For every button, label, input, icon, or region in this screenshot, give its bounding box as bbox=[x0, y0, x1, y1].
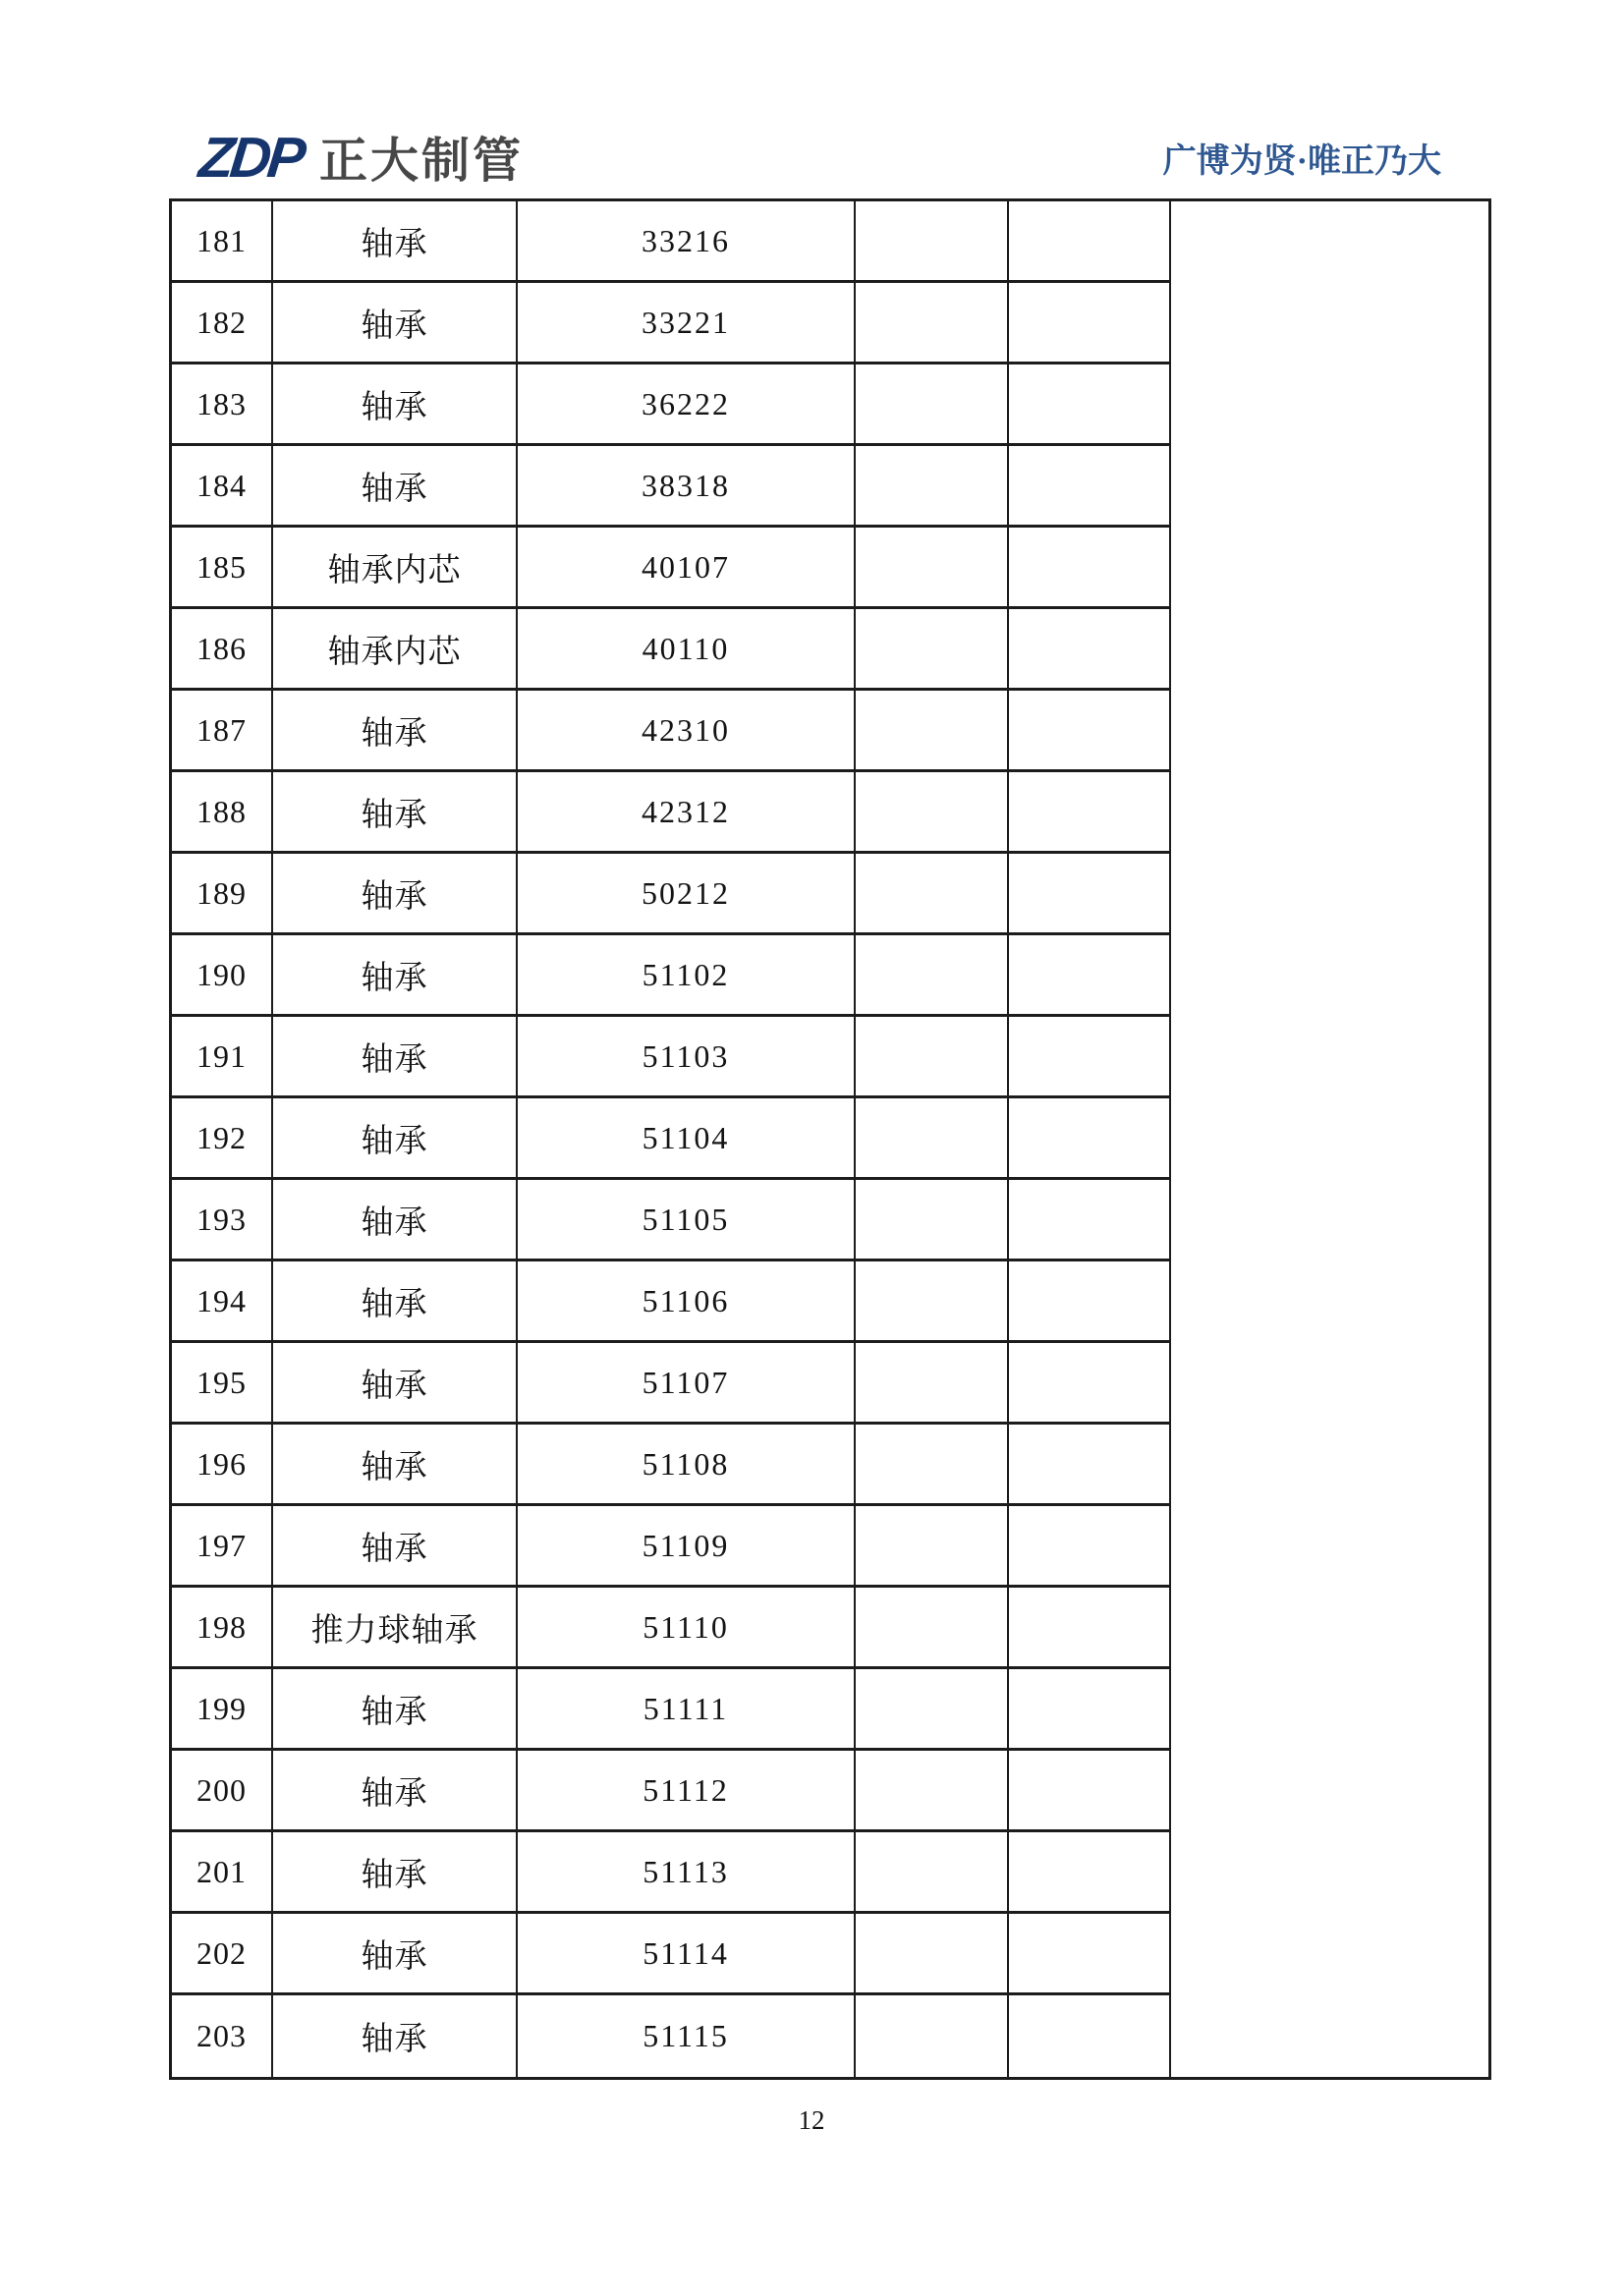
row-number-cell: 201 bbox=[172, 1832, 273, 1914]
row-number-cell: 186 bbox=[172, 609, 273, 691]
part-name-cell: 轴承 bbox=[273, 446, 518, 528]
part-name-cell: 轴承 bbox=[273, 1669, 518, 1751]
part-code-cell: 51103 bbox=[518, 1017, 856, 1098]
empty-cell-1 bbox=[856, 446, 1009, 528]
part-code-cell: 51102 bbox=[518, 935, 856, 1017]
row-number-cell: 193 bbox=[172, 1180, 273, 1261]
empty-cell-1 bbox=[856, 201, 1009, 283]
part-name-cell: 轴承 bbox=[273, 1506, 518, 1588]
part-code-cell: 33221 bbox=[518, 283, 856, 364]
empty-cell-1 bbox=[856, 364, 1009, 446]
row-number-cell: 189 bbox=[172, 854, 273, 935]
part-code-cell: 51106 bbox=[518, 1261, 856, 1343]
company-logo bbox=[196, 126, 525, 190]
logo-zdp-text: ZDP bbox=[196, 126, 306, 190]
empty-cell-2 bbox=[1009, 1832, 1169, 1914]
logo-company-name: 正大制管 bbox=[319, 135, 525, 188]
row-number-cell: 203 bbox=[172, 1995, 273, 2077]
row-number-cell: 192 bbox=[172, 1098, 273, 1180]
empty-cell-2 bbox=[1009, 1261, 1169, 1343]
empty-cell-1 bbox=[856, 1425, 1009, 1506]
header-slogan: 广博为贤·唯正乃大 bbox=[1162, 143, 1441, 180]
part-name-cell: 轴承 bbox=[273, 1343, 518, 1425]
part-code-cell: 36222 bbox=[518, 364, 856, 446]
parts-table-grid bbox=[172, 201, 1169, 2077]
part-name-cell: 轴承 bbox=[273, 1425, 518, 1506]
row-number-cell: 196 bbox=[172, 1425, 273, 1506]
empty-cell-2 bbox=[1009, 691, 1169, 772]
part-name-cell: 轴承 bbox=[273, 1017, 518, 1098]
part-code-cell: 51108 bbox=[518, 1425, 856, 1506]
row-number-cell: 198 bbox=[172, 1588, 273, 1669]
part-name-cell: 轴承 bbox=[273, 364, 518, 446]
empty-cell-1 bbox=[856, 1832, 1009, 1914]
empty-cell-1 bbox=[856, 1914, 1009, 1995]
part-code-cell: 51111 bbox=[518, 1669, 856, 1751]
row-number-cell: 183 bbox=[172, 364, 273, 446]
row-number-cell: 199 bbox=[172, 1669, 273, 1751]
row-number-cell: 190 bbox=[172, 935, 273, 1017]
part-code-cell: 51113 bbox=[518, 1832, 856, 1914]
empty-cell-1 bbox=[856, 609, 1009, 691]
row-number-cell: 197 bbox=[172, 1506, 273, 1588]
row-number-cell: 188 bbox=[172, 772, 273, 854]
empty-cell-1 bbox=[856, 1261, 1009, 1343]
empty-cell-1 bbox=[856, 1995, 1009, 2077]
part-name-cell: 轴承 bbox=[273, 1098, 518, 1180]
empty-cell-2 bbox=[1009, 854, 1169, 935]
row-number-cell: 187 bbox=[172, 691, 273, 772]
part-code-cell: 51107 bbox=[518, 1343, 856, 1425]
empty-cell-1 bbox=[856, 1098, 1009, 1180]
empty-cell-2 bbox=[1009, 1588, 1169, 1669]
row-number-cell: 185 bbox=[172, 528, 273, 609]
empty-cell-2 bbox=[1009, 528, 1169, 609]
part-name-cell: 轴承 bbox=[273, 201, 518, 283]
empty-cell-2 bbox=[1009, 364, 1169, 446]
row-number-cell: 195 bbox=[172, 1343, 273, 1425]
part-code-cell: 42312 bbox=[518, 772, 856, 854]
empty-cell-1 bbox=[856, 691, 1009, 772]
empty-cell-2 bbox=[1009, 772, 1169, 854]
part-name-cell: 轴承 bbox=[273, 854, 518, 935]
row-number-cell: 200 bbox=[172, 1751, 273, 1832]
empty-cell-1 bbox=[856, 1588, 1009, 1669]
part-code-cell: 40110 bbox=[518, 609, 856, 691]
empty-cell-1 bbox=[856, 935, 1009, 1017]
remarks-merged-cell bbox=[1169, 201, 1488, 2077]
empty-cell-1 bbox=[856, 1017, 1009, 1098]
part-code-cell: 51109 bbox=[518, 1506, 856, 1588]
row-number-cell: 181 bbox=[172, 201, 273, 283]
empty-cell-2 bbox=[1009, 283, 1169, 364]
empty-cell-2 bbox=[1009, 609, 1169, 691]
empty-cell-1 bbox=[856, 1751, 1009, 1832]
empty-cell-1 bbox=[856, 1506, 1009, 1588]
part-name-cell: 轴承 bbox=[273, 283, 518, 364]
part-name-cell: 轴承 bbox=[273, 1832, 518, 1914]
part-code-cell: 51105 bbox=[518, 1180, 856, 1261]
part-code-cell: 51104 bbox=[518, 1098, 856, 1180]
empty-cell-2 bbox=[1009, 1669, 1169, 1751]
empty-cell-2 bbox=[1009, 1506, 1169, 1588]
part-code-cell: 51115 bbox=[518, 1995, 856, 2077]
part-code-cell: 42310 bbox=[518, 691, 856, 772]
empty-cell-2 bbox=[1009, 1914, 1169, 1995]
part-code-cell: 33216 bbox=[518, 201, 856, 283]
empty-cell-1 bbox=[856, 1343, 1009, 1425]
part-code-cell: 51114 bbox=[518, 1914, 856, 1995]
row-number-cell: 191 bbox=[172, 1017, 273, 1098]
part-name-cell: 轴承 bbox=[273, 1180, 518, 1261]
part-name-cell: 轴承内芯 bbox=[273, 609, 518, 691]
empty-cell-2 bbox=[1009, 201, 1169, 283]
row-number-cell: 182 bbox=[172, 283, 273, 364]
empty-cell-2 bbox=[1009, 1995, 1169, 2077]
row-number-cell: 202 bbox=[172, 1914, 273, 1995]
part-code-cell: 51112 bbox=[518, 1751, 856, 1832]
part-name-cell: 轴承 bbox=[273, 1914, 518, 1995]
page-number: 12 bbox=[798, 2105, 825, 2135]
empty-cell-2 bbox=[1009, 1017, 1169, 1098]
empty-cell-1 bbox=[856, 772, 1009, 854]
empty-cell-2 bbox=[1009, 1098, 1169, 1180]
part-code-cell: 51110 bbox=[518, 1588, 856, 1669]
part-name-cell: 轴承 bbox=[273, 1261, 518, 1343]
part-name-cell: 轴承 bbox=[273, 1995, 518, 2077]
row-number-cell: 184 bbox=[172, 446, 273, 528]
part-name-cell: 轴承内芯 bbox=[273, 528, 518, 609]
empty-cell-1 bbox=[856, 528, 1009, 609]
part-name-cell: 轴承 bbox=[273, 691, 518, 772]
parts-table bbox=[169, 198, 1491, 2080]
empty-cell-2 bbox=[1009, 1751, 1169, 1832]
part-name-cell: 推力球轴承 bbox=[273, 1588, 518, 1669]
empty-cell-2 bbox=[1009, 1425, 1169, 1506]
empty-cell-1 bbox=[856, 1669, 1009, 1751]
part-name-cell: 轴承 bbox=[273, 935, 518, 1017]
empty-cell-2 bbox=[1009, 1343, 1169, 1425]
empty-cell-2 bbox=[1009, 935, 1169, 1017]
empty-cell-1 bbox=[856, 1180, 1009, 1261]
part-code-cell: 40107 bbox=[518, 528, 856, 609]
part-code-cell: 38318 bbox=[518, 446, 856, 528]
empty-cell-2 bbox=[1009, 446, 1169, 528]
empty-cell-2 bbox=[1009, 1180, 1169, 1261]
row-number-cell: 194 bbox=[172, 1261, 273, 1343]
empty-cell-1 bbox=[856, 854, 1009, 935]
part-name-cell: 轴承 bbox=[273, 772, 518, 854]
empty-cell-1 bbox=[856, 283, 1009, 364]
part-name-cell: 轴承 bbox=[273, 1751, 518, 1832]
part-code-cell: 50212 bbox=[518, 854, 856, 935]
